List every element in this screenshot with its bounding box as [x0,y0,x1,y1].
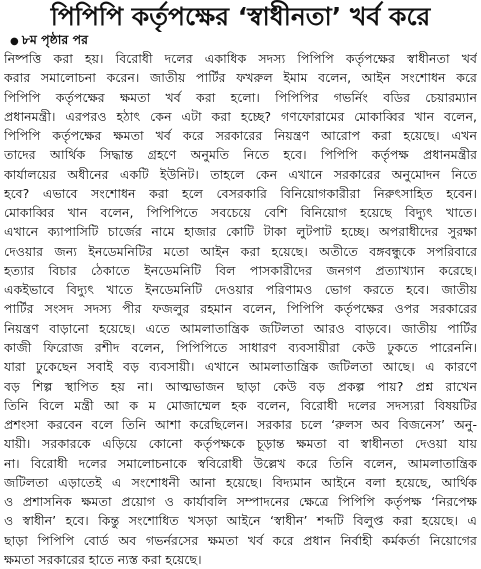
article-body-line: পিপিপি কর্তৃপক্ষের ক্ষমতা খর্ব করে সরকারের নিয়ন্ত্রণ আরোপ করা হয়েছে। এখন [4,128,477,144]
article-body-line: প্রশংসা করবেন বলে তিনি আশা করেছিলেন। সরকার চলে ‘রুলস অব বিজনেস’ অনু- [4,417,477,433]
article-body-line: ছাড়া পিপিপি বোর্ড অব গভর্নরসের ক্ষমতা খর্ব করে প্রধান নির্বাহী কর্মকর্তা নিয়োগের [4,532,477,548]
article-body-line: না। বিরোধী দলের সমালোচনাকে স্ববিরোধী উল্লেখ করে তিনি বলেন, আমলাতান্ত্রিক [4,455,477,471]
article-body-line: এখানে ক্যাপাসিটি চার্জের নামে হাজার কোটি টাকা লুটপাট হচ্ছে। অপরাধীদের সুরক্ষা [4,224,477,240]
article-body-line: করার সমালোচনা করেন। জাতীয় পার্টির ফখরুল ইমাম বলেন, আইন সংশোধন করে [4,70,477,86]
article-body-line: প্রধানমন্ত্রী। এরপরও হঠাৎ কেন এটা করা হচ্ছে? গণফোরামের মোকাব্বির খান বলেন, [4,108,477,124]
article-body-line: ও প্রশাসনিক ক্ষমতা প্রয়োগ ও কার্যাবলি সম্পাদনের ক্ষেত্রে পিপিপি কর্তৃপক্ষ ‘নিরপেক্ষ [4,494,477,510]
article-body [4,49,477,569]
bullet-icon: ● [10,36,19,47]
article-body-line: কার্যালয়ের অধীনের একটি ইউনিট। তাহলে কেন এখানে সরকারের অনুমোদন নিতে [4,166,477,182]
article-body-line: তাদের আর্থিক সিদ্ধান্ত গ্রহণে অনুমতি নিতে হবে। পিপিপি কর্তৃপক্ষ প্রধানমন্ত্রীর [4,147,477,163]
article-body-line: তিনি বিলে মন্ত্রী আ ক ম মোজাম্মেল হক বলেন, বিরোধী দলের সদস্যরা বিষয়টির [4,397,477,413]
article-body-line: যারা ঢুকেছেন সবাই বড় ব্যবসায়ী। এখানে আমলাতান্ত্রিক জটিলতা আছে। এ কারণে [4,359,477,375]
article-body-line: পার্টির সংসদ সদস্য পীর ফজলুর রহমান বলেন, পিপিপি কর্তৃপক্ষের ওপর সরকারের [4,301,477,317]
continued-from-page-label [10,32,477,48]
continued-from-text: ৮ম পৃষ্ঠার পর [21,32,88,47]
article-body-line: হত্যার বিচার ঠেকাতে ইনডেমনিটি বিল পাসকারীদের জনগণ প্রত্যাখ্যান করেছে। [4,262,477,278]
article-body-line: যায়ী। সরকারকে এড়িয়ে কোনো কর্তৃপক্ষকে চূড়ান্ত ক্ষমতা বা স্বাধীনতা দেওয়া যায় [4,436,477,452]
article-body-line: ক্ষমতা সরকারের হাতে ন্যস্ত করা হয়েছে। [4,551,202,567]
article-body-line: বড় শিল্প স্থাপিত হয় না। আত্মভাজন ছাড়া কেউ বড় প্রকল্প পায়? প্রশ্ন রাখেন [4,378,477,394]
article-body-line: ও স্বাধীন’ হবে। কিন্তু সংশোধিত খসড়া আইনে ‘স্বাধীন’ শব্দটি বিলুপ্ত করা হয়েছে। এ [4,513,477,529]
article-body-line: মোকাব্বির খান বলেন, পিপিপিতে সবচেয়ে বেশি বিনিয়োগ হয়েছে বিদ্যুৎ খাতে। [4,205,477,221]
article-body-line: দেওয়ার জন্য ইনডেমনিটির মতো আইন করা হয়েছে। অতীতে বঙ্গবন্ধুকে সপরিবারে [4,243,477,259]
article-body-line: একইভাবে বিদ্যুৎ খাতে ইনডেমনিটি দেওয়ার পরিণামও ভোগ করতে হবে। জাতীয় [4,282,477,298]
article-body-line: জটিলতা এড়াতেই এ সংশোধনী আনা হয়েছে। বিদ্যমান আইনে বলা হয়েছে, আর্থিক [4,474,477,490]
article-body-line: পিপিপি কর্তৃপক্ষের ক্ষমতা খর্ব করা হলো। পিপিপির গভর্নিং বডির চেয়ারম্যান [4,89,477,105]
article-body-line: নিয়ন্ত্রণ বাড়ানো হয়েছে। এতে আমলাতান্ত্রিক জটিলতা আরও বাড়বে। জাতীয় পার্টির [4,320,477,336]
article-headline: পিপিপি কর্তৃপক্ষের ‘স্বাধীনতা’ খর্ব করে [50,2,431,31]
article-body-line: কাজী ফিরোজ রশীদ বলেন, পিপিপিতে সাধারণ ব্যবসায়ীরা কেউ ঢুকতে পারেননি। [4,339,477,355]
article-body-line: হবে? এভাবে সংশোধন করা হলে বেসরকারি বিনিয়োগকারীরা নিরুৎসাহিত হবেন। [4,185,477,201]
article-body-line: নিষ্পত্তি করা হয়। বিরোধী দলের একাধিক সদস্য পিপিপি কর্তৃপক্ষের স্বাধীনতা খর্ব [4,51,477,66]
